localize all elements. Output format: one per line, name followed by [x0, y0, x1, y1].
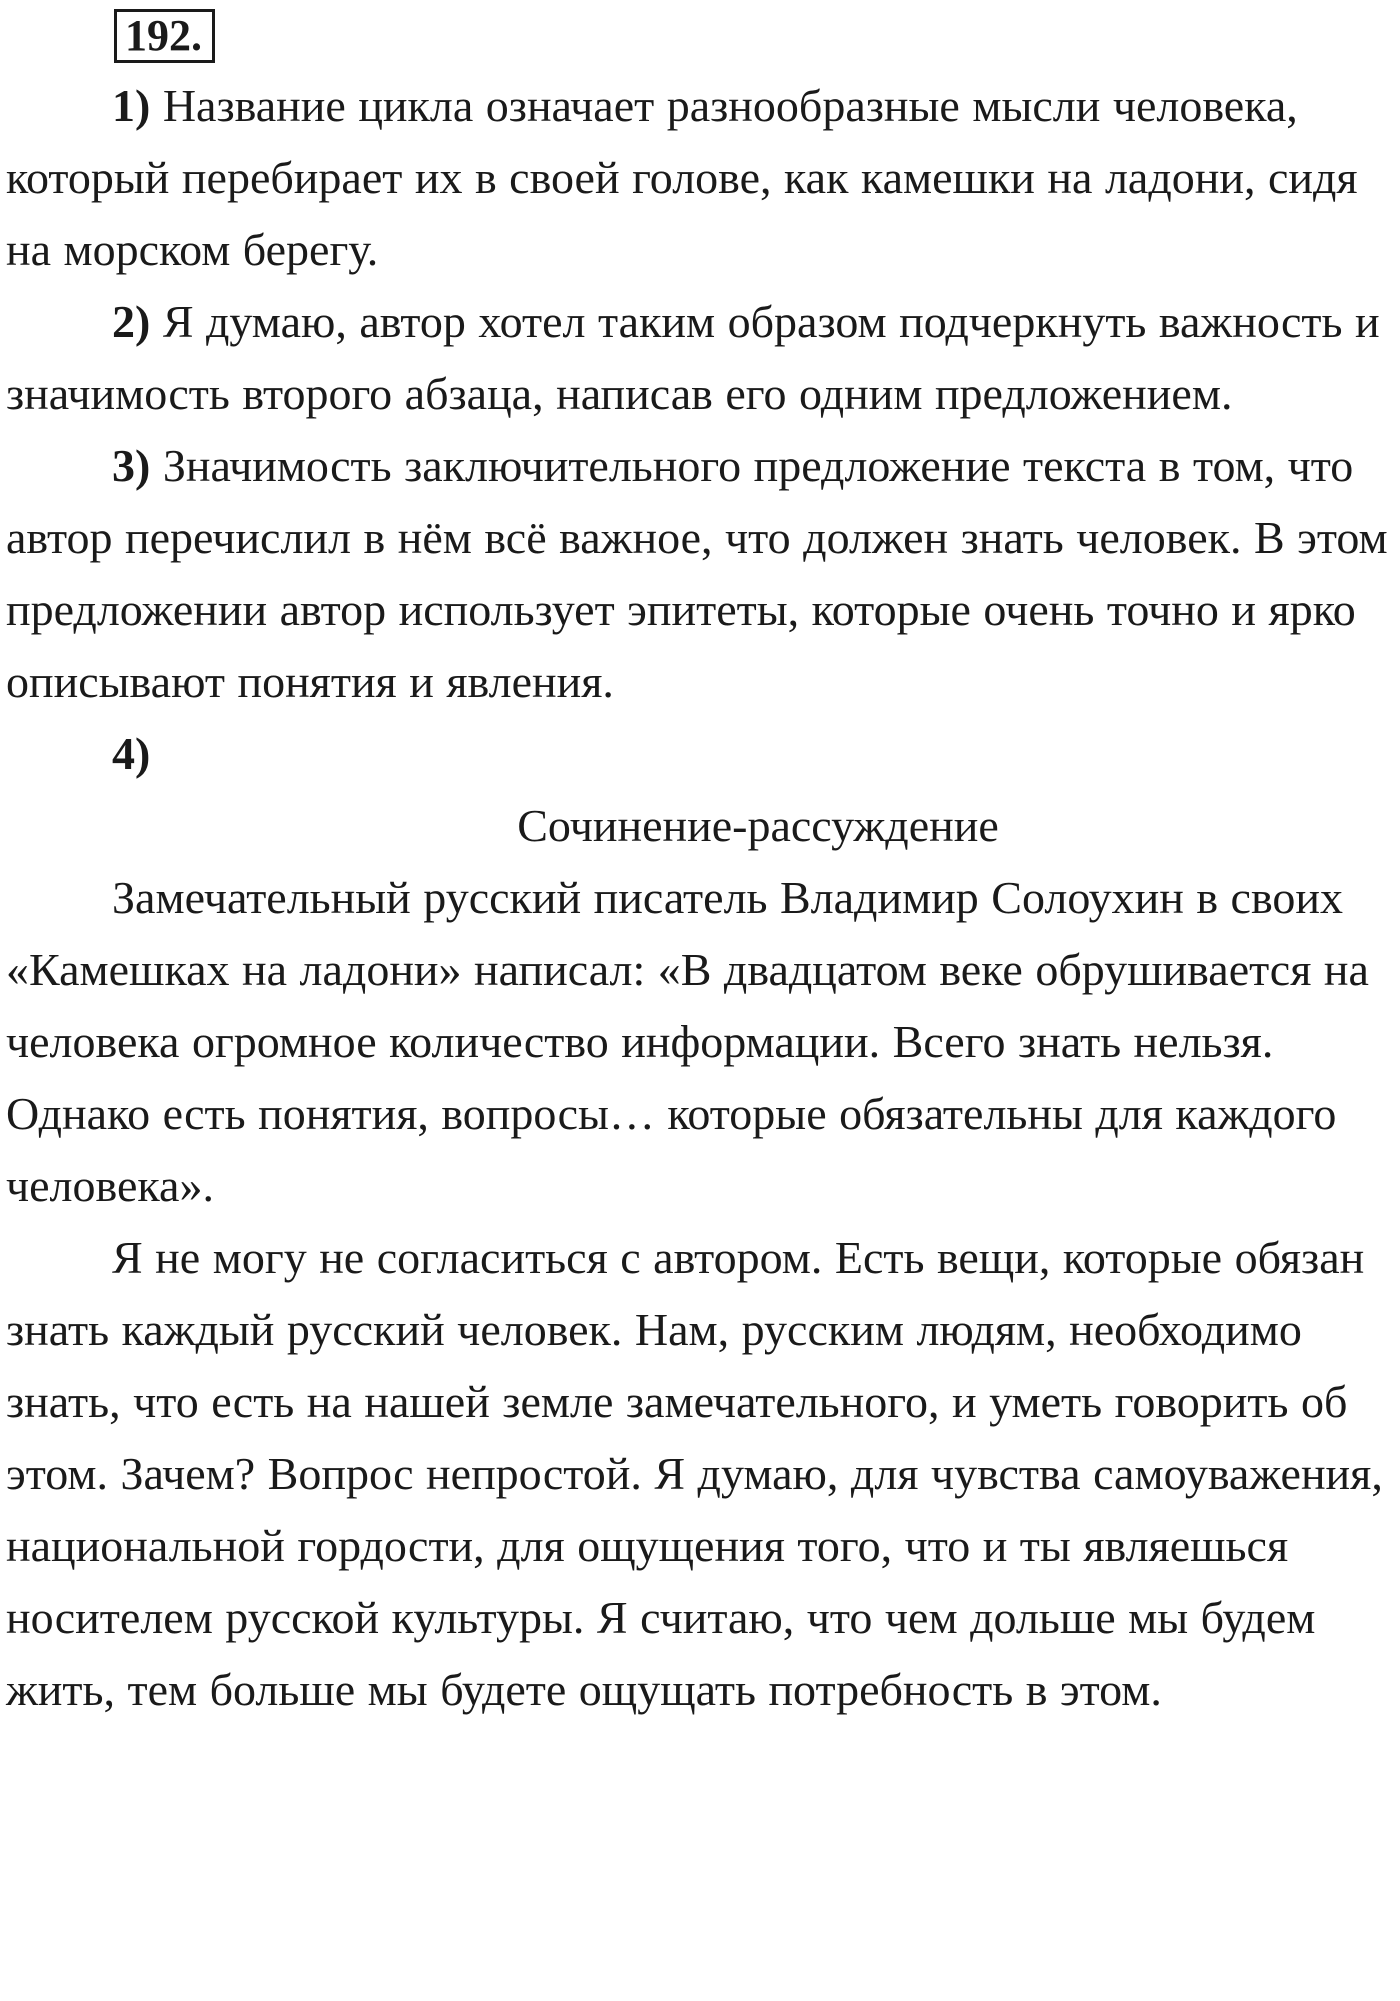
- essay-paragraph: Я не могу не согласиться с автором. Есть вещи, которые обязан знать каждый русский человек. Нам, русским людям, необходимо знать, что есть на нашей земле замечательного, и уметь говорить об этом. Зачем? Вопрос непростой. Я думаю, для чувства самоуважения, национальной гордости, для ощущения того, что и ты являешься носителем русской культуры. Я считаю, что чем дольше мы будем жить, тем больше мы будете ощущать потребность в этом.: [6, 1232, 1383, 1715]
- answer-text: Название цикла означает разнообразные мысли человека, который перебирает их в своей голове, как камешки на ладони, сидя на морском берегу.: [6, 80, 1358, 275]
- answer-text: Я думаю, автор хотел таким образом подчеркнуть важность и значимость второго абзаца, написав его одним предложением.: [6, 296, 1380, 419]
- answer-number: 3): [112, 440, 151, 491]
- answer-number: 4): [112, 728, 151, 779]
- task-header: [114, 8, 1390, 64]
- answer-2: [6, 286, 1390, 430]
- answers-section: [6, 70, 1390, 790]
- essay-paragraph: Замечательный русский писатель Владимир Солоухин в своих «Камешках на ладони» написал: «В двадцатом веке обрушивается на человека огромное количество информации. Всего знать нельзя. Однако есть понятия, вопросы… которые обязательны для каждого человека».: [6, 872, 1369, 1211]
- task-number: 192.: [114, 9, 215, 63]
- answer-1: [6, 70, 1390, 286]
- answer-number: 1): [112, 80, 151, 131]
- essay-title: Сочинение-рассуждение: [517, 800, 999, 851]
- answer-text: Значимость заключительного предложение текста в том, что автор перечислил в нём всё важное, что должен знать человек. В этом предложении автор использует эпитеты, которые очень точно и ярко описывают понятия и явления.: [6, 440, 1388, 707]
- answer-number: 2): [112, 296, 151, 347]
- essay-section: [6, 790, 1390, 1726]
- answer-3: [6, 430, 1390, 718]
- answer-4: [6, 718, 1390, 790]
